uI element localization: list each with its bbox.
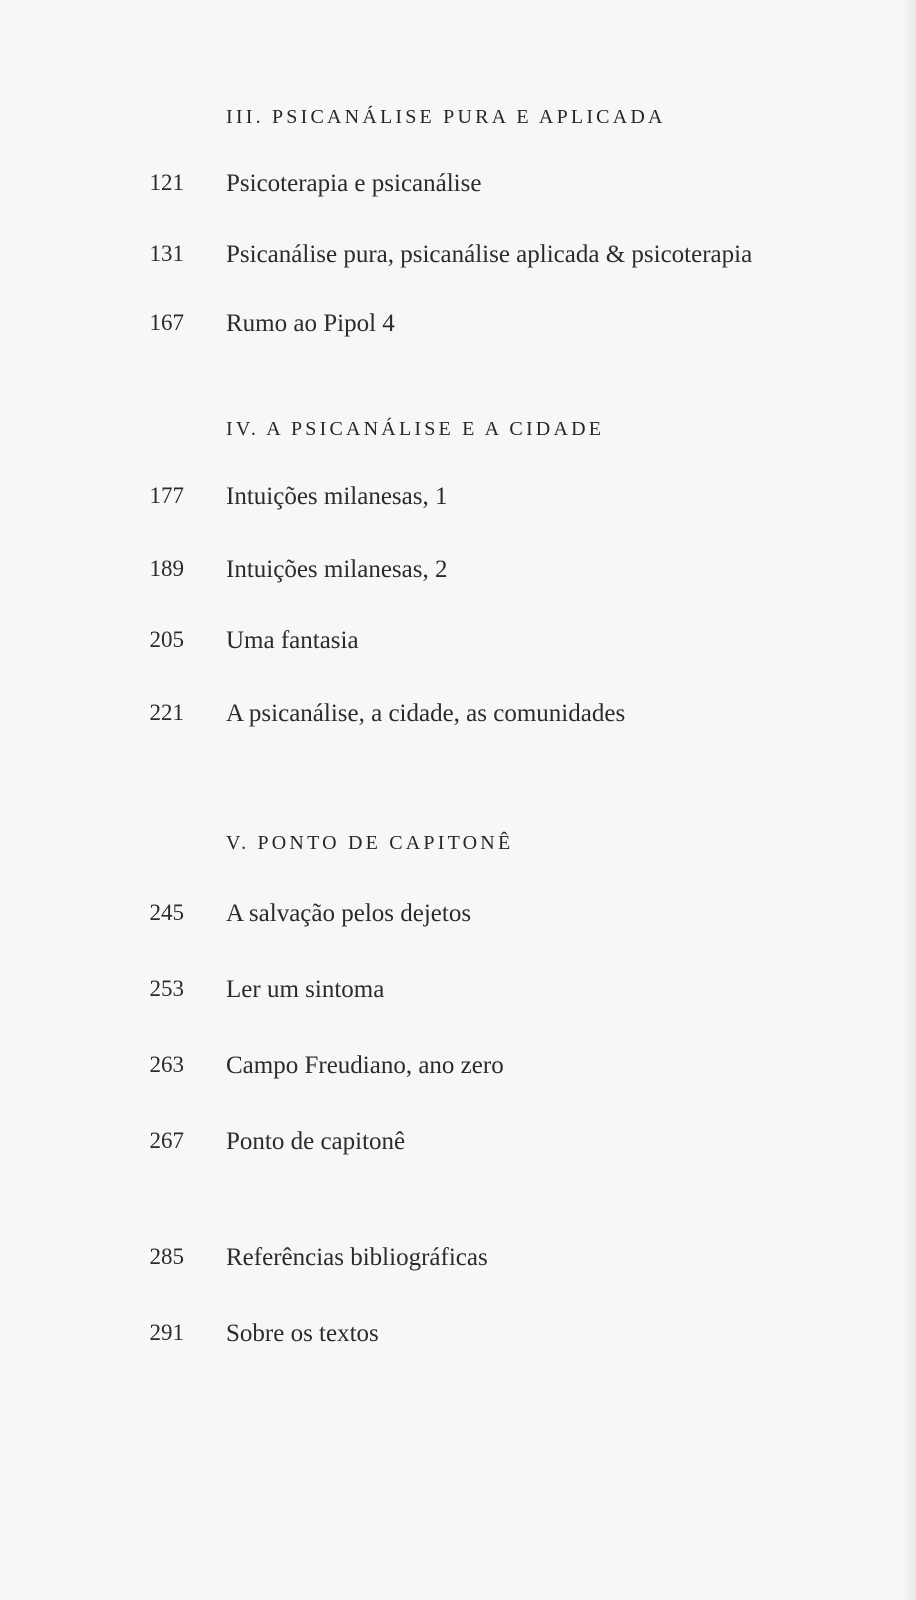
section-heading-iv: IV. A PSICANÁLISE E A CIDADE xyxy=(226,418,605,440)
toc-page-number: 253 xyxy=(149,976,184,1001)
toc-entry[interactable] xyxy=(0,627,900,663)
toc-entry-title: Intuições milanesas, 1 xyxy=(226,483,448,510)
toc-page-number: 167 xyxy=(149,310,184,335)
toc-entry[interactable] xyxy=(0,556,900,592)
toc-entry-title: Campo Freudiano, ano zero xyxy=(226,1052,504,1079)
toc-entry-title: Ler um sintoma xyxy=(226,976,385,1003)
toc-entry[interactable] xyxy=(0,1052,900,1088)
toc-entry[interactable] xyxy=(0,976,900,1012)
toc-page-number: 285 xyxy=(149,1244,184,1269)
toc-entry-title: Sobre os textos xyxy=(226,1320,379,1347)
toc-entry[interactable] xyxy=(0,1128,900,1164)
toc-page-number: 267 xyxy=(149,1128,184,1153)
toc-entry[interactable] xyxy=(0,1244,900,1280)
section-heading-iii: III. PSICANÁLISE PURA E APLICADA xyxy=(226,106,666,128)
toc-entry[interactable] xyxy=(0,700,900,736)
toc-page-number: 131 xyxy=(149,241,184,266)
toc-entry[interactable] xyxy=(0,483,900,519)
toc-page-number: 291 xyxy=(149,1320,184,1345)
toc-entry[interactable] xyxy=(0,1320,900,1356)
toc-entry-title: A psicanálise, a cidade, as comunidades xyxy=(226,700,626,727)
toc-entry[interactable] xyxy=(0,241,900,277)
page-edge-shadow xyxy=(902,0,916,1600)
toc-entry-title: Rumo ao Pipol 4 xyxy=(226,310,395,337)
toc-entry[interactable] xyxy=(0,310,900,346)
toc-page-number: 245 xyxy=(149,900,184,925)
toc-page-number: 177 xyxy=(149,483,184,508)
toc-page-number: 189 xyxy=(149,556,184,581)
toc-page-number: 263 xyxy=(149,1052,184,1077)
toc-entry-title: Referências bibliográficas xyxy=(226,1244,488,1271)
toc-entry-title: A salvação pelos dejetos xyxy=(226,900,472,927)
toc-entry-title: Uma fantasia xyxy=(226,627,359,654)
toc-entry[interactable] xyxy=(0,900,900,936)
toc-entry-title: Psicanálise pura, psicanálise aplicada & psicoterapia xyxy=(226,241,753,268)
toc-page-number: 205 xyxy=(149,627,184,652)
toc-entry-title: Ponto de capitonê xyxy=(226,1128,406,1155)
toc-entry-title: Intuições milanesas, 2 xyxy=(226,556,448,583)
toc-entry[interactable] xyxy=(0,170,900,206)
section-heading-v: V. PONTO DE CAPITONÊ xyxy=(226,832,514,854)
toc-page-number: 221 xyxy=(149,700,184,725)
toc-entry-title: Psicoterapia e psicanálise xyxy=(226,170,482,197)
toc-page-number: 121 xyxy=(149,170,184,195)
